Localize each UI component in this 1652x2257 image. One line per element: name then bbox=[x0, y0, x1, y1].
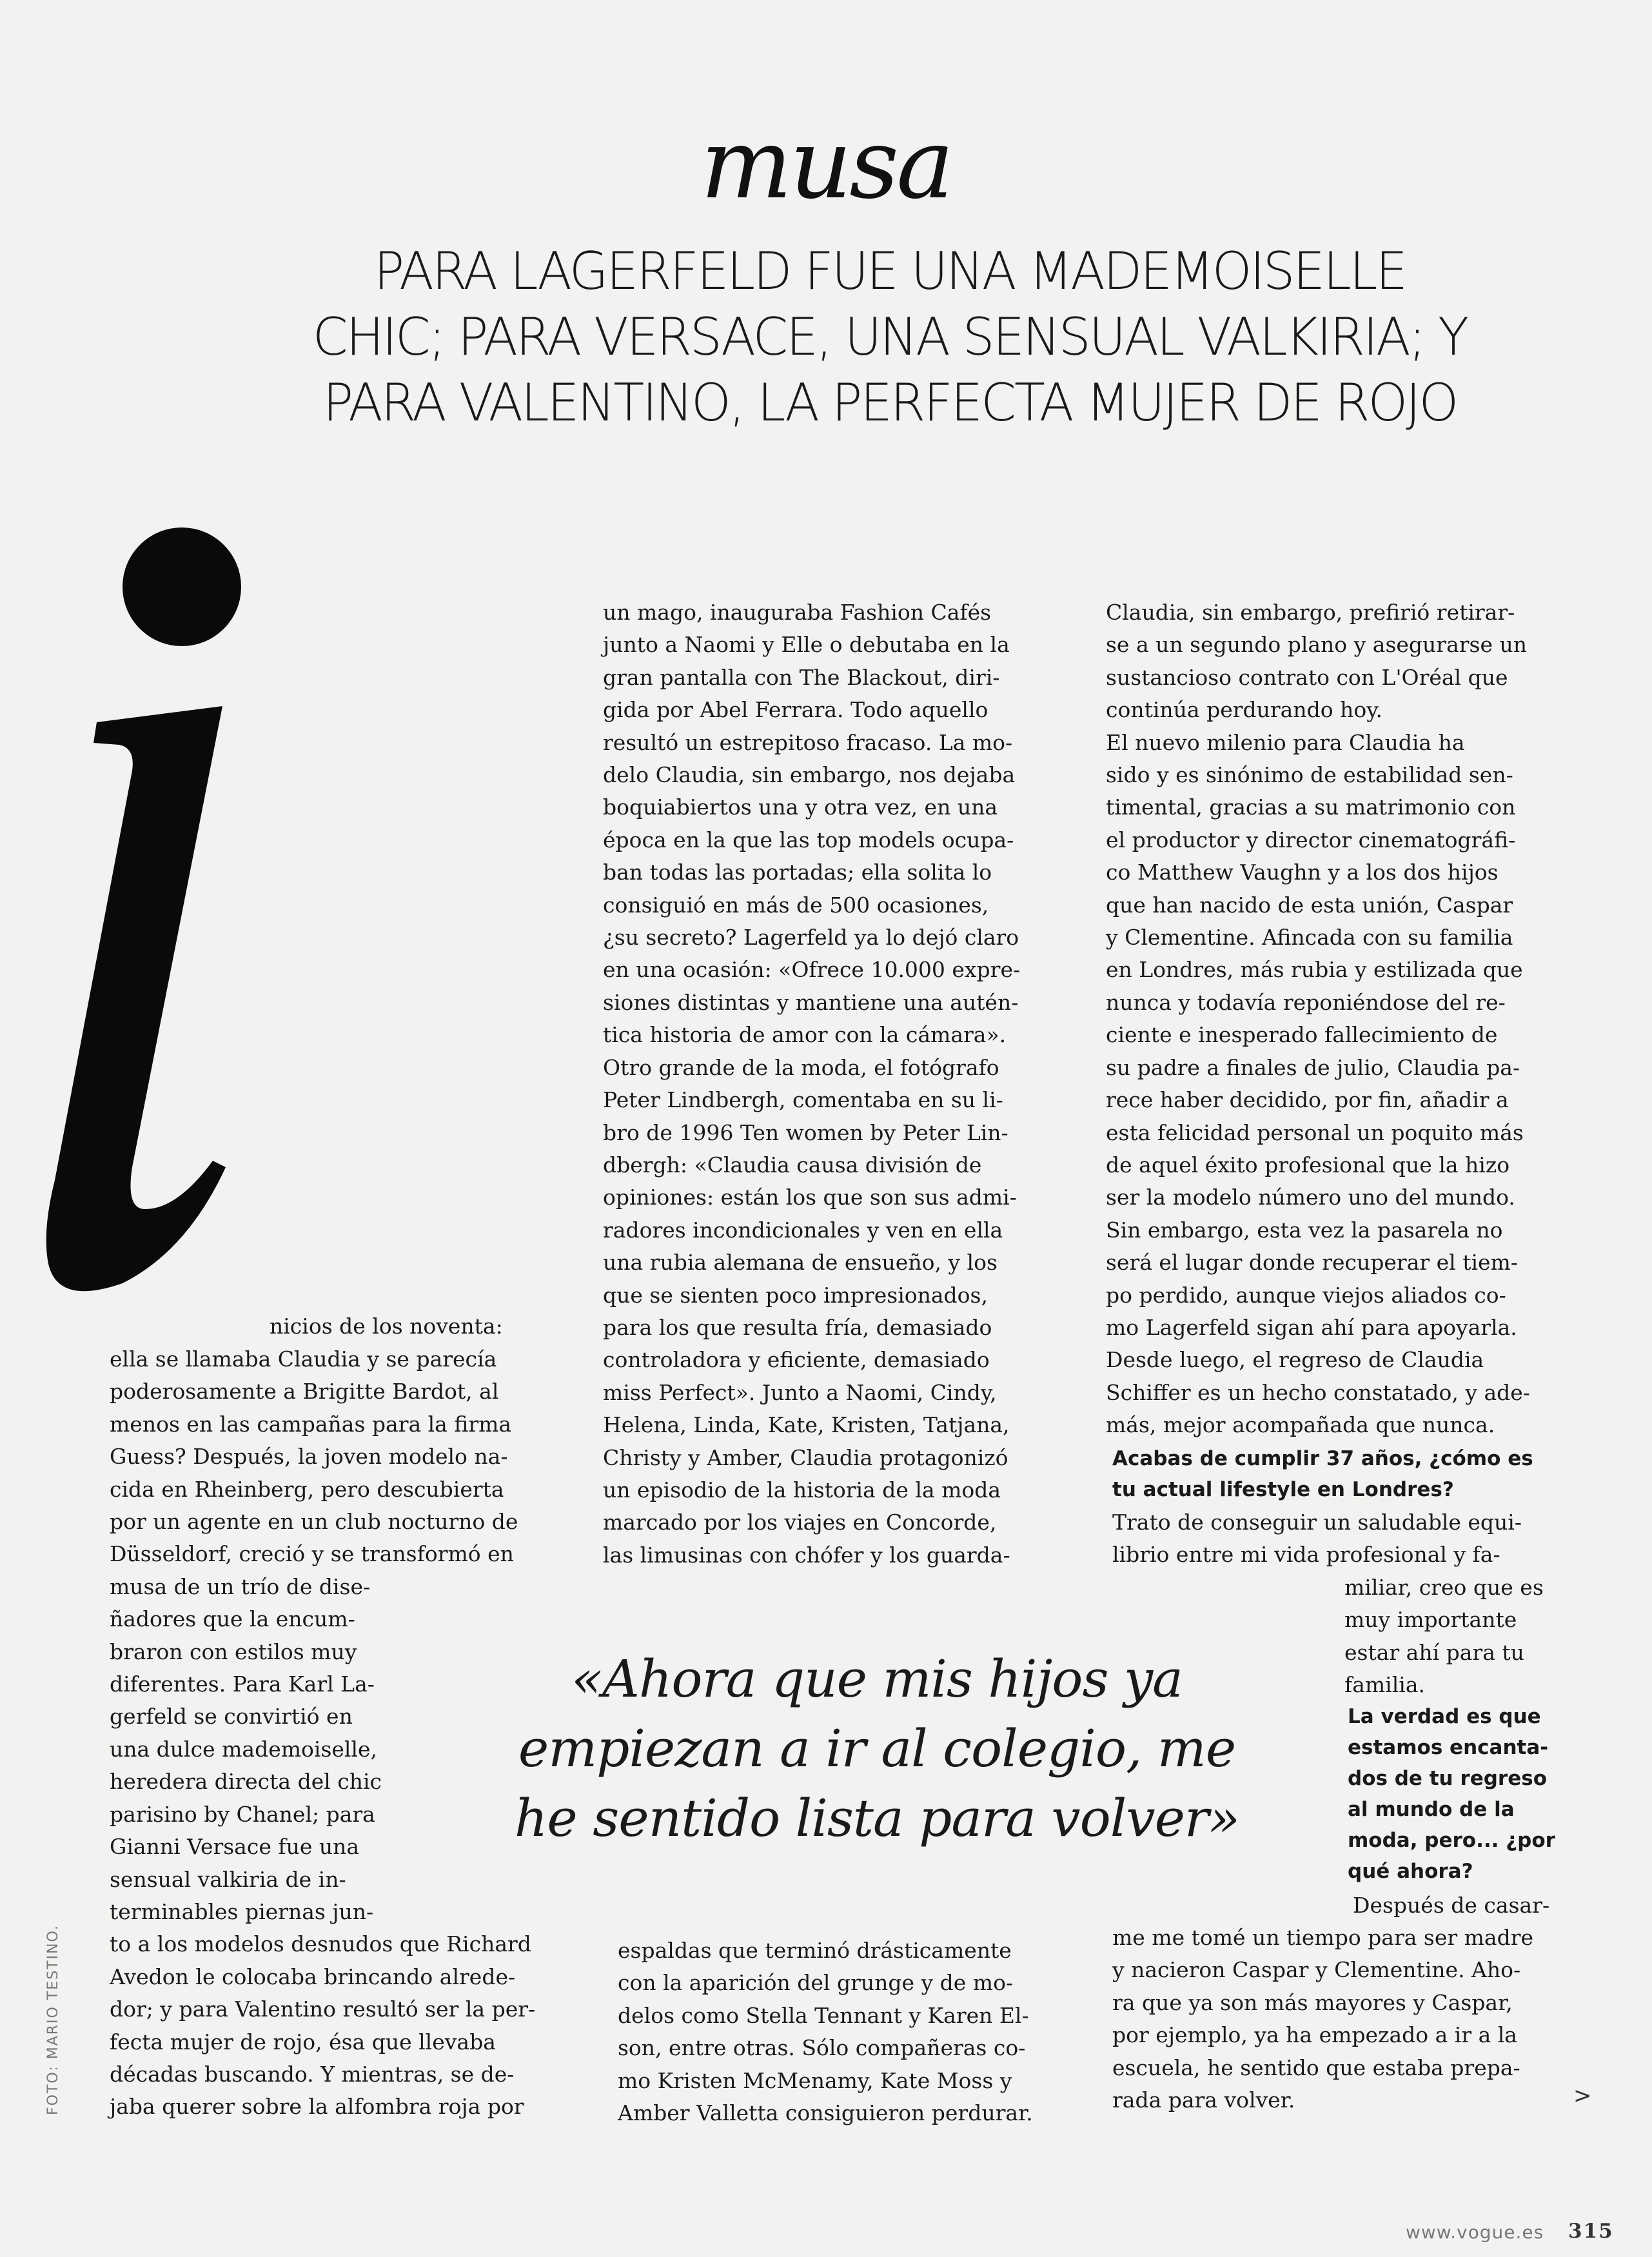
footer-url[interactable]: www.vogue.es bbox=[1406, 2222, 1544, 2243]
interview-question-1: Acabas de cumplir 37 años, ¿cómo es tu actual lifestyle en Londres? bbox=[1112, 1447, 1533, 1501]
pull-quote: «Ahora que mis hijos ya empiezan a ir al colegio, me he sentido lista para volver» bbox=[514, 1649, 1240, 1848]
column-2-top: un mago, inauguraba Fashion Cafés junto a Naomi y Elle o debutaba en la gran pantalla con The Blackout, diri- gida por Abel Ferrara. Todo aquello resultó un estrepitoso fracaso. La mo- delo Claudia, sin embargo, nos dejaba boquiabiertos una y otra vez, en una época en la que las top models ocupa- ban todas las portadas; ella solita lo consiguió en más de 500 ocasiones, ¿su secreto? Lagerfeld ya lo dejó claro en una ocasión: «Ofrece 10.000 expre- siones distintas y mantiene una autén- tica historia de amor con la cámara». Otro grande de la moda, el fotógrafo Peter Lindbergh, comentaba en su li- bro de 1996 Ten women by Peter Lin- dbergh: «Claudia causa división de opiniones: están los que son sus admi- radores incondicionales y ven en ella una rubia alemana de ensueño, y los que se sienten poco impresionados, para los que resulta fría, demasiado controladora y eficiente, demasiado miss Perfect». Junto a Naomi, Cindy, Helena, Linda, Kate, Kristen, Tatjana, Christy y Amber, Claudia protagonizó un episodio de la historia de la moda marcado por los viajes en Concorde, las limusinas con chófer y los guarda- bbox=[603, 600, 1021, 1568]
column-1-body: ella se llamaba Claudia y se parecía poderosamente a Brigitte Bardot, al menos en las campañas para la firma Guess? Después, la joven modelo na- cida en Rheinberg, pero descubierta por un agente en un club nocturno de Düsseldorf, creció y se transformó en musa de un trío de dise- ñadores que la encum- braron con estilos muy diferentes. Para Karl La- gerfeld se convirtió en una dulce mademoiselle, heredera directa del chic parisino by Chanel; para Gianni Versace fue una sensual valkiria de in- terminables piernas jun- to a los modelos desnudos que Richard Avedon le colocaba brincando alrede- dor; y para Valentino resultó ser la per- fecta mujer de rojo, ésa que llevaba décadas buscando. Y mientras, se de- jaba querer sobre la alfombra roja por bbox=[110, 1346, 536, 2120]
subtitle-line-3: PARA VALENTINO, LA PERFECTA MUJER DE ROJO bbox=[322, 373, 1457, 433]
interview-question-2: La verdad es que estamos encanta- dos de tu regreso al mundo de la moda, pero... ¿por qué ahora? bbox=[1348, 1705, 1555, 1883]
continue-arrow-icon: > bbox=[1573, 2083, 1592, 2109]
interview-answer-1: Trato de conseguir un saludable equi- librio entre mi vida profesional y fa- bbox=[1112, 1510, 1522, 1568]
column-3-top: Claudia, sin embargo, prefirió retirar- se a un segundo plano y asegurarse un sustancioso contrato con L'Oréal que continúa perdurando hoy. El nuevo milenio para Claudia ha sido y es sinónimo de estabilidad sen- timental, gracias a su matrimonio con el productor y director cinematográfi- co Matthew Vaughn y a los dos hijos que han nacido de esta unión, Caspar y Clementine. Afincada con su familia en Londres, más rubia y estilizada que nunca y todavía reponiéndose del re- ciente e inesperado fallecimiento de su padre a finales de julio, Claudia pa- rece haber decidido, por fin, añadir a esta felicidad personal un poquito más de aquel éxito profesional que la hizo ser la modelo número uno del mundo. Sin embargo, esta vez la pasarela no será el lugar donde recuperar el tiem- po perdido, aunque viejos aliados co- mo Lagerfeld sigan ahí para apoyarla. Desde luego, el regreso de Claudia Schiffer es un hecho constatado, y ade- más, mejor acompañada que nunca. bbox=[1106, 600, 1530, 1438]
interview-answer-1-cont: miliar, creo que es muy importante estar ahí para tu familia. bbox=[1344, 1575, 1544, 1698]
subtitle-line-2: CHIC; PARA VERSACE, UNA SENSUAL VALKIRIA; Y bbox=[312, 307, 1468, 367]
article-subtitle bbox=[258, 239, 1522, 436]
column-2-bottom: espaldas que terminó drásticamente con la aparición del grunge y de mo- delos como Stella Tennant y Karen El- son, entre otras. Sólo compañeras co- mo Kristen McMenamy, Kate Moss y Amber Valletta consiguieron perdurar. bbox=[618, 1938, 1033, 2126]
subtitle-line-1: PARA LAGERFELD FUE UNA MADEMOISELLE bbox=[373, 241, 1406, 301]
drop-cap-glyph bbox=[39, 516, 284, 1335]
page-number: 315 bbox=[1568, 2220, 1614, 2243]
drop-cap bbox=[39, 516, 284, 1335]
interview-answer-2-rest: me me tomé un tiempo para ser madre y nacieron Caspar y Clementine. Aho- ra que ya son más mayores y Caspar, por ejemplo, ya ha empezado a ir a la escuela, he sentido que estaba prepa- rada para volver. bbox=[1112, 1925, 1534, 2113]
photo-credit: FOTO: MARIO TESTINO. bbox=[45, 1924, 61, 2115]
column-1-first-line: nicios de los noventa: bbox=[270, 1314, 503, 1339]
interview-answer-2-start: Después de casar- bbox=[1353, 1893, 1550, 1918]
section-kicker: musa bbox=[700, 108, 952, 221]
